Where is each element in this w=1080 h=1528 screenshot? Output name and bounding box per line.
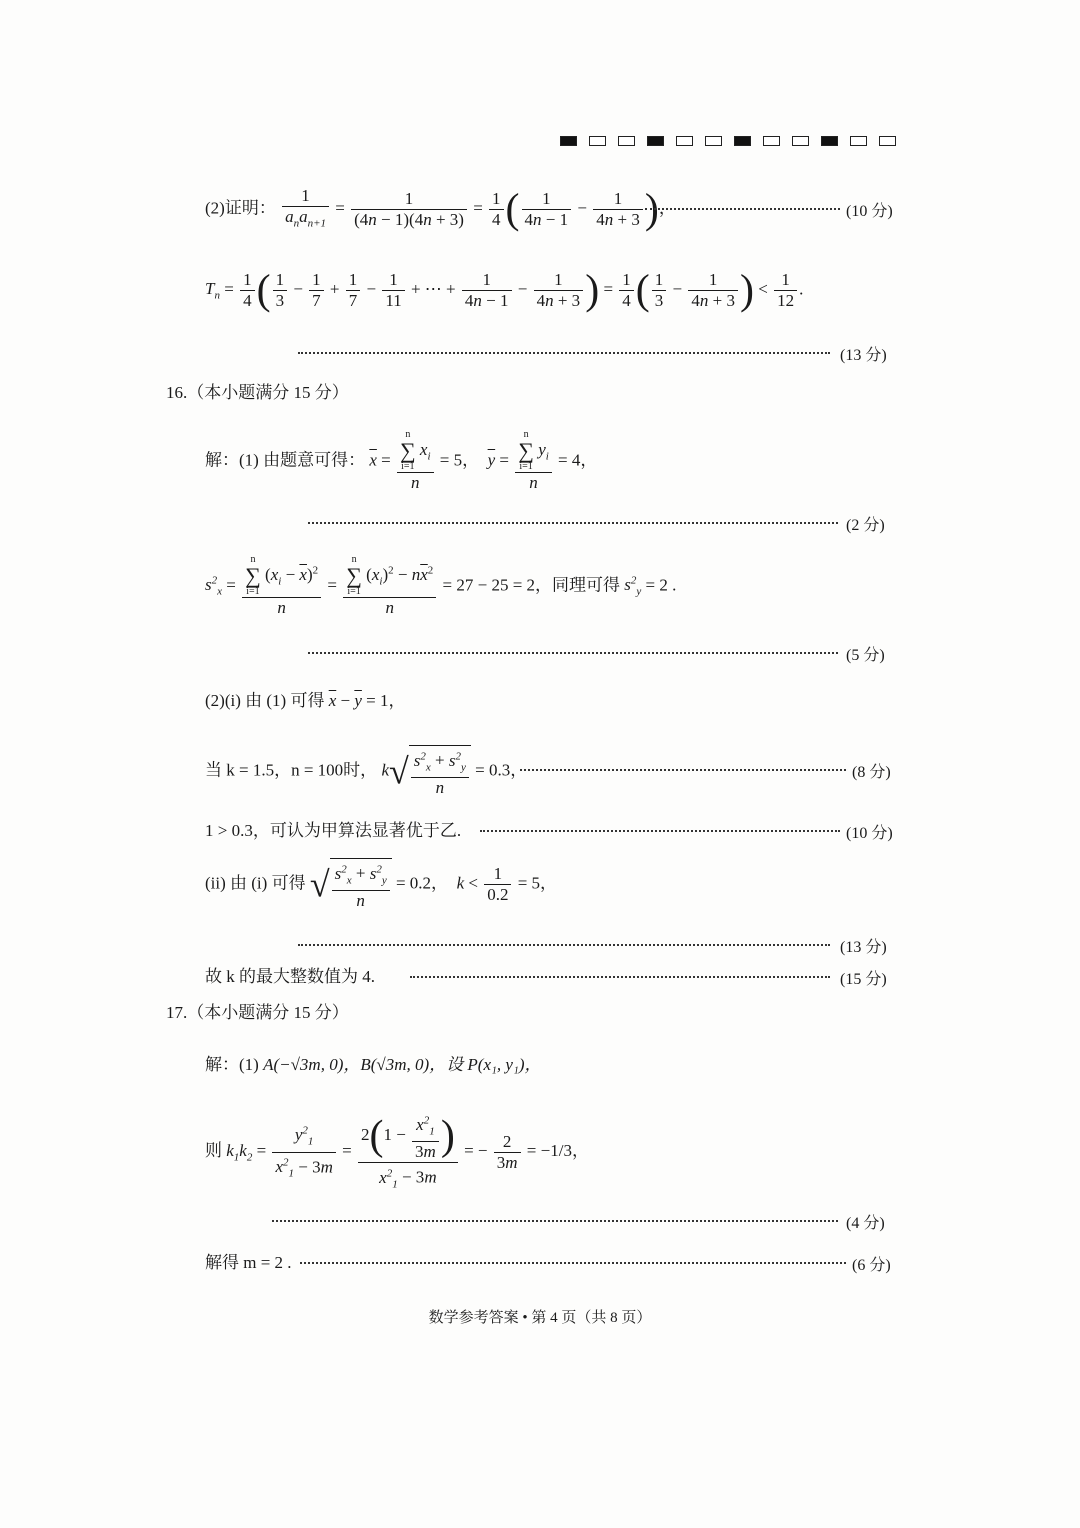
mark-empty bbox=[763, 136, 780, 146]
q16-means: 解：(1) 由题意可得： $\overline{x}$ = n ∑ i=1 $x_i$ n = 5， $\overline{y}$ = n ∑ i=1 $y_i$ n = 4， bbox=[205, 429, 598, 492]
k-res: = 0.3， bbox=[475, 760, 528, 780]
score: (4 分) bbox=[846, 1215, 885, 1232]
dot-leader bbox=[520, 769, 846, 771]
score: (13 分) bbox=[840, 347, 887, 364]
score: (10 分) bbox=[846, 203, 893, 220]
dot-leader bbox=[308, 522, 838, 524]
score: (2 分) bbox=[846, 517, 885, 534]
score: (8 分) bbox=[852, 764, 891, 781]
dot-leader bbox=[300, 1262, 846, 1264]
q16-title: 16.（本小题满分 15 分） bbox=[166, 383, 349, 402]
q17-sol-label: 解：(1) bbox=[205, 1055, 259, 1074]
sy-result: = 2 . bbox=[645, 575, 677, 595]
q17-then: 则 bbox=[205, 1140, 222, 1160]
dot-leader bbox=[645, 208, 840, 210]
mark-filled bbox=[647, 136, 664, 146]
mark-empty bbox=[676, 136, 693, 146]
mark-filled bbox=[560, 136, 577, 146]
tn-line: $T_n$ = $\frac{1}{4}$ ( $\frac{1}{3}$ − $\frac{1}{7}$ + $\frac{1}{7}$ − $\frac{1}{11}$ + ⋯ + $\frac{1}{4n - 1}$ − $\frac{1}{4n + 3}$ ) = $\frac{1}{4}$ ( $\frac{1}{3}$ − $\frac{1}{4n + 3}$ ) < $\frac{1}{12}$ . bbox=[205, 267, 804, 314]
q16-variance: $s^2_x$ = n ∑ i=1 $(x_i - \overline{x})^2$ n = n ∑ i=1 $(x_i)^2 - n\overline{x}^2$ n = 27 − 25 = 2，同理可得 $s^2_y = 2$ . bbox=[205, 554, 677, 617]
q16-2i: (2)(i) 由 (1) 可得 $\overline{x} - \overline{y} = 1$， bbox=[205, 691, 406, 710]
k-prefix: 当 bbox=[205, 760, 222, 780]
score: (13 分) bbox=[840, 939, 887, 956]
q17-m: 解得 m = 2 . bbox=[205, 1253, 292, 1272]
score: (6 分) bbox=[852, 1257, 891, 1274]
mark-filled bbox=[734, 136, 751, 146]
proof-label: (2)证明： bbox=[205, 198, 276, 218]
mark-empty bbox=[879, 136, 896, 146]
q16-ii-eq: = 0.2， bbox=[395, 873, 449, 893]
q17-title: 17.（本小题满分 15 分） bbox=[166, 1003, 349, 1022]
q17-points: A(−√3m, 0)，B(√3m, 0)，设 P(x₁, y₁)， bbox=[263, 1055, 542, 1074]
xbar-value: = 5， bbox=[439, 450, 480, 470]
dot-leader bbox=[298, 944, 830, 946]
q17-sol bbox=[205, 1054, 542, 1076]
page-footer: 数学参考答案 • 第 4 页（共 8 页） bbox=[428, 1310, 652, 1326]
dot-leader bbox=[298, 352, 830, 354]
q16-sol-label: 解：(1) 由题意可得： bbox=[205, 450, 366, 470]
mark-empty bbox=[589, 136, 606, 146]
k-val: k = 1.5，n = 100时， bbox=[226, 760, 378, 780]
mark-filled bbox=[821, 136, 838, 146]
proof-line: (2)证明： 1 $a_na_{n+1}$ = $\frac{1}{(4n - 1)(4n + 3)}$ = $\frac{1}{4}$ ( $\frac{1}{4n - 1}$ − $\frac{1}{4n + 3}$ )， bbox=[205, 186, 676, 233]
dot-leader bbox=[308, 652, 838, 654]
mark-empty bbox=[792, 136, 809, 146]
q17-slopes: 则 $k_1k_2$ = $\frac{y^2_1}{x^2_1 - 3m}$ = 2(1 − $\frac{x^2_1}{3m}$ ) $x^2_1 - 3m$ = − $\frac{2}{3m}$ = −1/3， bbox=[205, 1110, 589, 1194]
header-marks bbox=[560, 136, 896, 146]
q16-2i-eq: = 1， bbox=[366, 691, 406, 710]
q16-ii-label: (ii) 由 (i) 可得 bbox=[205, 873, 306, 893]
ybar-value: = 4， bbox=[558, 450, 598, 470]
q17-result: = −1/3， bbox=[526, 1140, 589, 1160]
dot-leader bbox=[410, 976, 830, 978]
score: (5 分) bbox=[846, 647, 885, 664]
mark-empty bbox=[850, 136, 867, 146]
q16-ii-k: = 5， bbox=[517, 873, 558, 893]
dot-leader bbox=[480, 830, 840, 832]
q16-final: 故 k 的最大整数值为 4. bbox=[205, 967, 375, 986]
mark-empty bbox=[705, 136, 722, 146]
score: (15 分) bbox=[840, 971, 887, 988]
q16-ii: (ii) 由 (i) 可得 √ $\frac{s^2_x + s^2_y}{n}$ = 0.2， k < $\frac{1}{0.2}$ = 5， bbox=[205, 858, 557, 911]
q16-2i-label: (2)(i) 由 (1) 可得 bbox=[205, 691, 325, 710]
q16-concl: 1 > 0.3，可认为甲算法显著优于乙. bbox=[205, 821, 462, 840]
q16-k-line: 当 k = 1.5，n = 100时， k√ $\frac{s^2_x + s^2_y}{n}$ = 0.3， bbox=[205, 745, 527, 798]
mark-empty bbox=[618, 136, 635, 146]
sx-result: = 27 − 25 = 2，同理可得 bbox=[442, 575, 621, 595]
dot-leader bbox=[272, 1220, 838, 1222]
score: (10 分) bbox=[846, 825, 893, 842]
